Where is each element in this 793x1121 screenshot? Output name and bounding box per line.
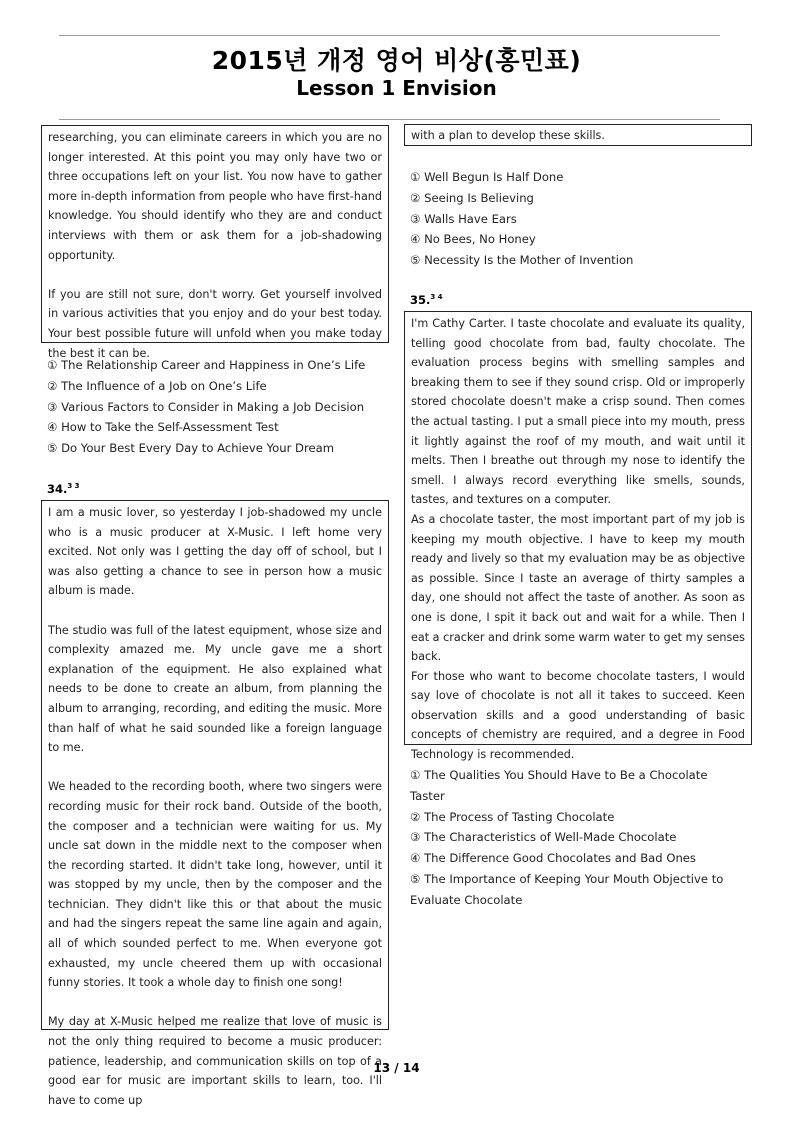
q34-option-2[interactable]: ② Seeing Is Believing	[410, 190, 534, 205]
page-number: 13 / 14	[373, 1061, 420, 1075]
document-title: 2015년 개정 영어 비상(홍민표)	[211, 46, 582, 75]
q35-option-1[interactable]: ① The Qualities You Should Have to Be a Chocolate Taster	[410, 768, 708, 803]
q35-option-4[interactable]: ④ The Difference Good Chocolates and Bad Ones	[410, 851, 696, 866]
q34-option-4[interactable]: ④ No Bees, No Honey	[410, 232, 536, 247]
q34-paragraph-3: We headed to the recording booth, where two singers were recording music for their rock band. Outside of the booth, the composer and a technician were waiting for us. My uncle sat down in the middle next to the composer when the recording started. It didn't take long, however, until it was stopped by my uncle, then by the composer and the technician. They didn't like this or that about the music and had the singers repeat the same line again and again, all of which sounded perfect to me. When everyone got exhausted, my uncle cheered them up with occasional funny stories. It took a whole day to finish one song!	[48, 780, 382, 990]
q33-option-3[interactable]: ③ Various Factors to Consider in Making a Job Decision	[47, 399, 365, 414]
q34-paragraph-1: I am a music lover, so yesterday I job-shadowed my uncle who is a music producer at X-Music. I left home very excited. Not only was I getting the day off of school, but I was also getting a chance to see in person how a music album is made.	[48, 506, 382, 598]
q35-options	[410, 765, 745, 911]
q33-option-1[interactable]: ① The Relationship Career and Happiness in One’s Life	[47, 358, 366, 372]
q34-option-5[interactable]: ⑤ Necessity Is the Mother of Invention	[410, 253, 634, 268]
q34-continuation-box	[404, 124, 752, 146]
q33-options	[47, 355, 387, 459]
header-rule-top	[59, 35, 720, 36]
q35-paragraph-3: For those who want to become chocolate tasters, I would say love of chocolate is not all it takes to succeed. Keen observation skills and a good understanding of basic concepts of chemistry are required, and a degree in Food Technology is recommended.	[411, 669, 745, 762]
q35-option-2[interactable]: ② The Process of Tasting Chocolate	[410, 809, 615, 824]
q34-paragraph-4: My day at X-Music helped me realize that love of music is not the only thing required to become a music producer: patience, leadership, and communication skills on top of a good ear for music are important skills to learn, too. I'll have to come up	[48, 1015, 382, 1107]
q33-passage-box	[41, 125, 389, 360]
q33-option-4[interactable]: ④ How to Take the Self-Assessment Test	[47, 420, 279, 435]
q34-paragraph-2: The studio was full of the latest equipment, whose size and complexity amazed me. My uncle gave me a short explanation of the equipment. He also explained what needs to be done to create an album, from planning the album to arranging, recording, and editing the music. More than half of what he said sounded like a foreign language to me.	[48, 623, 382, 755]
q33-option-5[interactable]: ⑤ Do Your Best Every Day to Achieve Your Dream	[47, 441, 335, 456]
q35-paragraph-2: As a chocolate taster, the most important part of my job is keeping my mouth objective. I have to keep my mouth ready and lively so that my evaluation may be as objective as possible. Since I taste an average of thirty samples a day, one should not affect the taste of another. As soon as one is done, I spit it back out and wait for a while. Then I eat a cracker and drink some warm water to get my senses back.	[411, 512, 745, 664]
q34-options	[410, 167, 750, 271]
q34-option-3[interactable]: ③ Walls Have Ears	[410, 211, 517, 226]
q35-number: 35.	[410, 293, 431, 307]
header-rule-bottom	[59, 119, 720, 120]
q35-paragraph-1: I'm Cathy Carter. I taste chocolate and evaluate its quality, telling good chocolate from bad, faulty chocolate. The evaluation process begins with smelling samples and breaking them to see if they sound crisp. Old or improperly stored chocolate doesn't make a crisp sound. Then comes the actual tasting. I put a small piece into my mouth, press it lightly against the roof of my mouth, and wait until it melts. Then I breathe out through my nose to identify the smell. I always record everything like smells, sounds, tastes, and textures on a computer.	[411, 317, 745, 507]
q35-option-3[interactable]: ③ The Characteristics of Well-Made Chocolate	[410, 830, 677, 845]
lesson-subtitle: Lesson 1 Envision	[296, 76, 497, 100]
q35-sup: 3 4	[430, 293, 443, 302]
q33-paragraph-2: If you are still not sure, don't worry. Get yourself involved in various activities that you enjoy and do your best today. Your best possible future will unfold when you make today the best it can be.	[48, 287, 382, 360]
q34-number: 34.	[47, 482, 68, 496]
q35-option-5[interactable]: ⑤ The Importance of Keeping Your Mouth Objective to Evaluate Chocolate	[410, 871, 724, 907]
q34-option-1[interactable]: ① Well Begun Is Half Done	[410, 170, 564, 184]
q35-label	[410, 293, 443, 307]
q33-option-2[interactable]: ② The Influence of a Job on One’s Life	[47, 378, 267, 393]
q34-passage-box	[41, 500, 389, 1107]
q35-passage-box	[404, 311, 752, 762]
q34-sup: 3 3	[67, 482, 80, 491]
q34-continuation-text: with a plan to develop these skills.	[411, 129, 605, 142]
q33-paragraph-1: researching, you can eliminate careers in which you are no longer interested. At this point you may only have two or three occupations left on your list. You now have to gather more in-depth information from people who have first-hand knowledge. You should identify who they are and conduct interviews with them or ask them for a job-shadowing opportunity.	[48, 131, 382, 262]
q34-label	[47, 482, 80, 496]
